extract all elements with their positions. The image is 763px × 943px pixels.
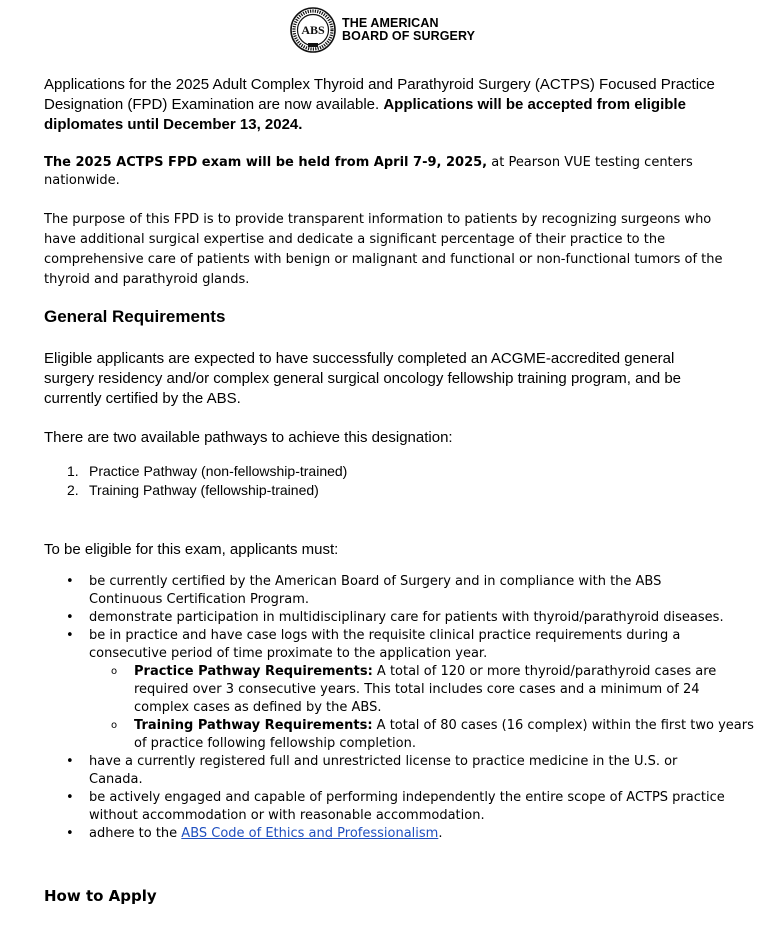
pathways-list <box>44 461 444 499</box>
requirement-text: demonstrate participation in multidisciplinary care for patients with thyroid/parathyroid diseases. <box>89 610 724 625</box>
general-requirements-heading: General Requirements <box>44 307 226 326</box>
svg-text:ABS: ABS <box>301 23 325 37</box>
requirement-text: have a currently registered full and unrestricted license to practice medicine in the U.S. or Canada. <box>89 754 678 787</box>
bullet-icon: • <box>66 628 74 643</box>
intro-text: Applications for the 2025 Adult Complex Thyroid and Parathyroid Surgery (ACTPS) Focused Practice Designation (FPD) Examination are now available. <box>44 76 715 113</box>
list-item <box>44 627 719 663</box>
bullet-icon: • <box>66 826 74 841</box>
eligible-text: Eligible applicants are expected to have successfully completed an ACGME-accredited general surgery residency and/or complex general surgical oncology fellowship training program, and be currently certified by the ABS. <box>44 350 682 407</box>
requirement-text: be actively engaged and capable of performing independently the entire scope of ACTPS practice without accommodation or with reasonable accommodation. <box>89 790 725 823</box>
requirement-text: be currently certified by the American Board of Surgery and in compliance with the ABS Continuous Certification Program. <box>89 574 662 607</box>
sub-list-item <box>44 663 744 717</box>
circle-bullet-icon: o <box>111 720 118 731</box>
intro-deadline: Applications will be accepted from eligible diplomates until December 13, 2024. <box>44 96 686 133</box>
exam-dates-bold: The 2025 ACTPS FPD exam will be held from April 7-9, 2025, <box>44 155 488 170</box>
exam-dates-paragraph <box>44 154 704 190</box>
bullet-icon: • <box>66 790 74 805</box>
list-item <box>44 573 734 609</box>
purpose-text: The purpose of this FPD is to provide transparent information to patients by recognizing surgeons who have additional surgical expertise and dedicate a significant percentage of their practice to the comprehensive care of patients with benign or malignant and functional or non-functional tumors of the thyroid and parathyroid glands. <box>44 212 723 287</box>
list-item <box>44 480 444 499</box>
sub-requirement-title: Training Pathway Requirements: <box>134 718 373 733</box>
must-intro-text: To be eligible for this exam, applicants must: <box>44 541 339 558</box>
list-number: 2. <box>67 482 79 498</box>
org-line-2: BOARD OF SURGERY <box>342 29 476 43</box>
eligible-paragraph <box>44 349 714 409</box>
intro-paragraph <box>44 75 724 135</box>
sub-requirement-text: A total of 120 or more thyroid/parathyroid cases are required over 3 consecutive years. This total includes core cases and a minimum of 24 complex cases as defined by the ABS. <box>134 664 717 715</box>
requirements-list <box>44 573 754 843</box>
must-intro <box>44 540 724 560</box>
organization-name <box>342 17 475 43</box>
list-item <box>44 609 734 627</box>
exam-dates-text: at Pearson VUE testing centers nationwide. <box>44 155 693 188</box>
circle-bullet-icon: o <box>111 666 118 677</box>
requirement-text: be in practice and have case logs with the requisite clinical practice requirements during a consecutive period of time proximate to the application year. <box>89 628 681 661</box>
header-logo <box>290 6 475 54</box>
pathway-label: Training Pathway (fellowship-trained) <box>89 482 319 498</box>
pathways-intro-text: There are two available pathways to achieve this designation: <box>44 429 453 446</box>
list-item <box>44 789 734 825</box>
code-of-ethics-link[interactable]: ABS Code of Ethics and Professionalism <box>181 826 439 841</box>
requirement-text-post: . <box>438 826 443 841</box>
requirement-text-pre: adhere to the <box>89 826 182 841</box>
purpose-paragraph <box>44 210 729 290</box>
how-to-apply-heading: How to Apply <box>44 887 157 905</box>
list-number: 1. <box>67 463 79 479</box>
sub-requirement-title: Practice Pathway Requirements: <box>134 664 373 679</box>
bullet-icon: • <box>66 754 74 769</box>
sub-list-item <box>44 717 754 753</box>
abs-seal-logo <box>290 7 336 53</box>
pathway-label: Practice Pathway (non-fellowship-trained) <box>89 463 348 479</box>
list-item <box>44 753 709 789</box>
pathways-intro <box>44 428 724 448</box>
sub-requirement-text: A total of 80 cases (16 complex) within the first two years of practice following fellowship completion. <box>134 718 754 751</box>
bullet-icon: • <box>66 574 74 589</box>
bullet-icon: • <box>66 610 74 625</box>
org-line-1: THE AMERICAN <box>342 16 439 30</box>
list-item <box>44 461 444 480</box>
list-item <box>44 825 734 843</box>
